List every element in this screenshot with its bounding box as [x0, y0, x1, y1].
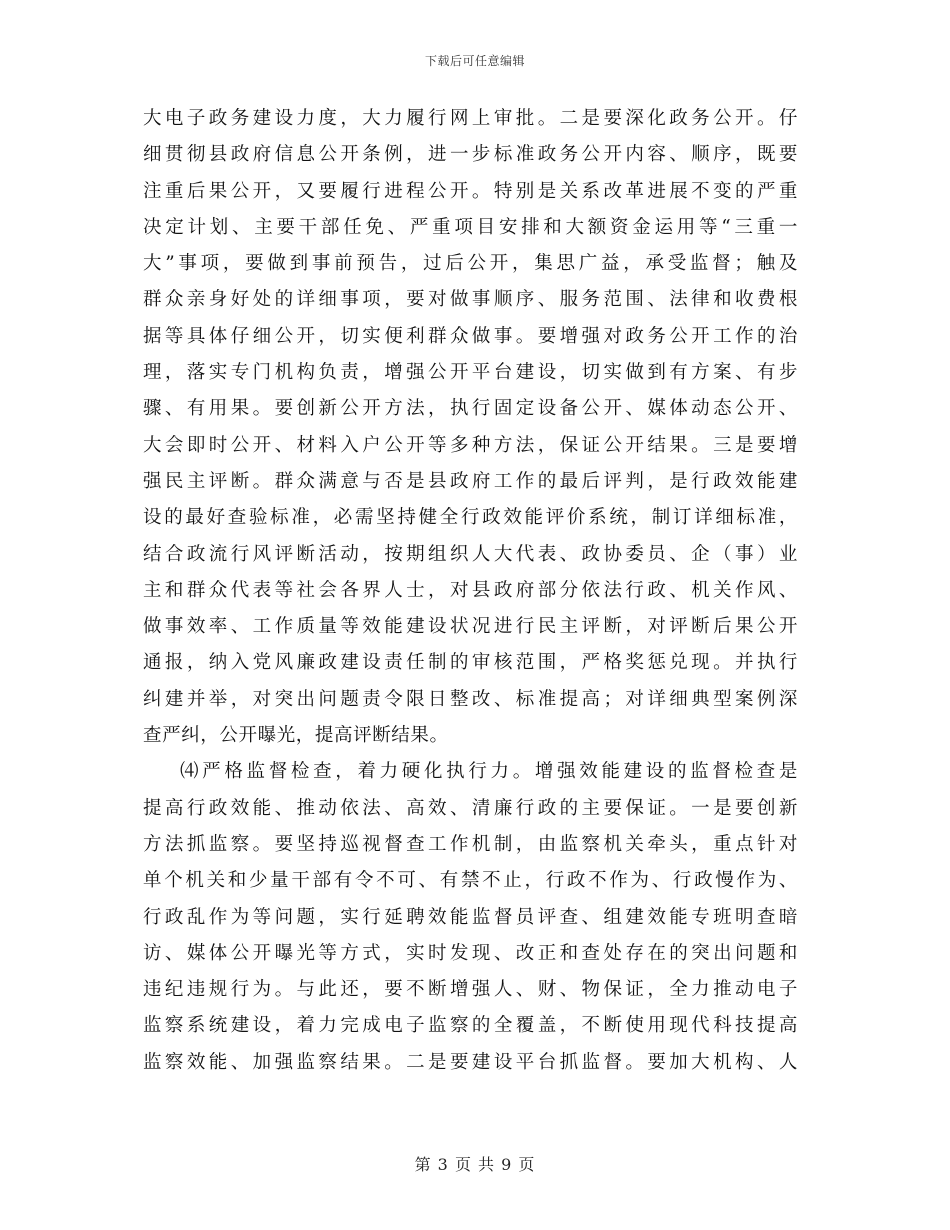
text-line: 纠建并举，对突出问题责令限日整改、标准提高；对详细典型案例深 — [143, 688, 798, 710]
text-line: 强民主评断。群众满意与否是县政府工作的最后评判，是行政效能建 — [143, 470, 798, 492]
text-line: 群众亲身好处的详细事项，要对做事顺序、服务范围、法律和收费根 — [143, 289, 798, 311]
text-line: ⑷严格监督检查，着力硬化执行力。增强效能建设的监督检查是 — [180, 761, 798, 783]
text-line: 做事效率、工作质量等效能建设状况进行民主评断，对评断后果公开 — [143, 616, 798, 638]
text-line: 访、媒体公开曝光等方式，实时发现、改正和查处存在的突出问题和 — [143, 942, 798, 964]
text-line: 监察系统建设，着力完成电子监察的全覆盖，不断使用现代科技提高 — [143, 1015, 798, 1037]
page-header: 下载后可任意编辑 — [424, 54, 525, 68]
text-line: 理，落实专门机构负责，增强公开平台建设，切实做到有方案、有步 — [143, 362, 798, 384]
text-line: 通报，纳入党风廉政建设责任制的审核范围，严格奖惩兑现。并执行 — [143, 652, 798, 674]
text-line: 提高行政效能、推动依法、高效、清廉行政的主要保证。一是要创新 — [143, 797, 798, 819]
text-line: 主和群众代表等社会各界人士，对县政府部分依法行政、机关作风、 — [143, 579, 798, 601]
text-line: 方法抓监察。要坚持巡视督查工作机制，由监察机关牵头，重点针对 — [143, 833, 798, 855]
text-line: 查严纠，公开曝光，提高评断结果。 — [143, 725, 449, 747]
text-line: 大”事项，要做到事前预告，过后公开，集思广益，承受监督；触及 — [143, 253, 798, 275]
text-line: 监察效能、加强监察结果。二是要建设平台抓监督。要加大机构、人 — [143, 1051, 798, 1073]
text-line: 单个机关和少量干部有令不可、有禁不止，行政不作为、行政慢作为、 — [143, 870, 798, 892]
text-line: 结合政流行风评断活动，按期组织人大代表、政协委员、企（事）业 — [143, 543, 798, 565]
text-line: 决定计划、主要干部任免、严重项目安排和大额资金运用等“三重一 — [143, 216, 798, 238]
text-line: 注重后果公开，又要履行进程公开。特别是关系改革进展不变的严重 — [143, 180, 798, 202]
page-footer: 第 3 页 共 9 页 — [414, 1155, 536, 1174]
text-line: 设的最好查验标准，必需坚持健全行政效能评价系统，制订详细标准， — [143, 507, 798, 529]
text-line: 大会即时公开、材料入户公开等多种方法，保证公开结果。三是要增 — [143, 434, 798, 456]
text-line: 大电子政务建设力度，大力履行网上审批。二是要深化政务公开。仔 — [143, 108, 798, 129]
text-line: 据等具体仔细公开，切实便利群众做事。要增强对政务公开工作的治 — [143, 325, 798, 347]
text-line: 细贯彻县政府信息公开条例，进一步标准政务公开内容、顺序，既要 — [143, 144, 798, 166]
text-line: 违纪违规行为。与此还，要不断增强人、财、物保证，全力推动电子 — [143, 979, 798, 1001]
text-line: 骤、有用果。要创新公开方法，执行固定设备公开、媒体动态公开、 — [143, 398, 798, 420]
text-line: 行政乱作为等问题，实行延聘效能监督员评查、组建效能专班明查暗 — [143, 906, 798, 928]
document-body — [143, 101, 798, 1081]
